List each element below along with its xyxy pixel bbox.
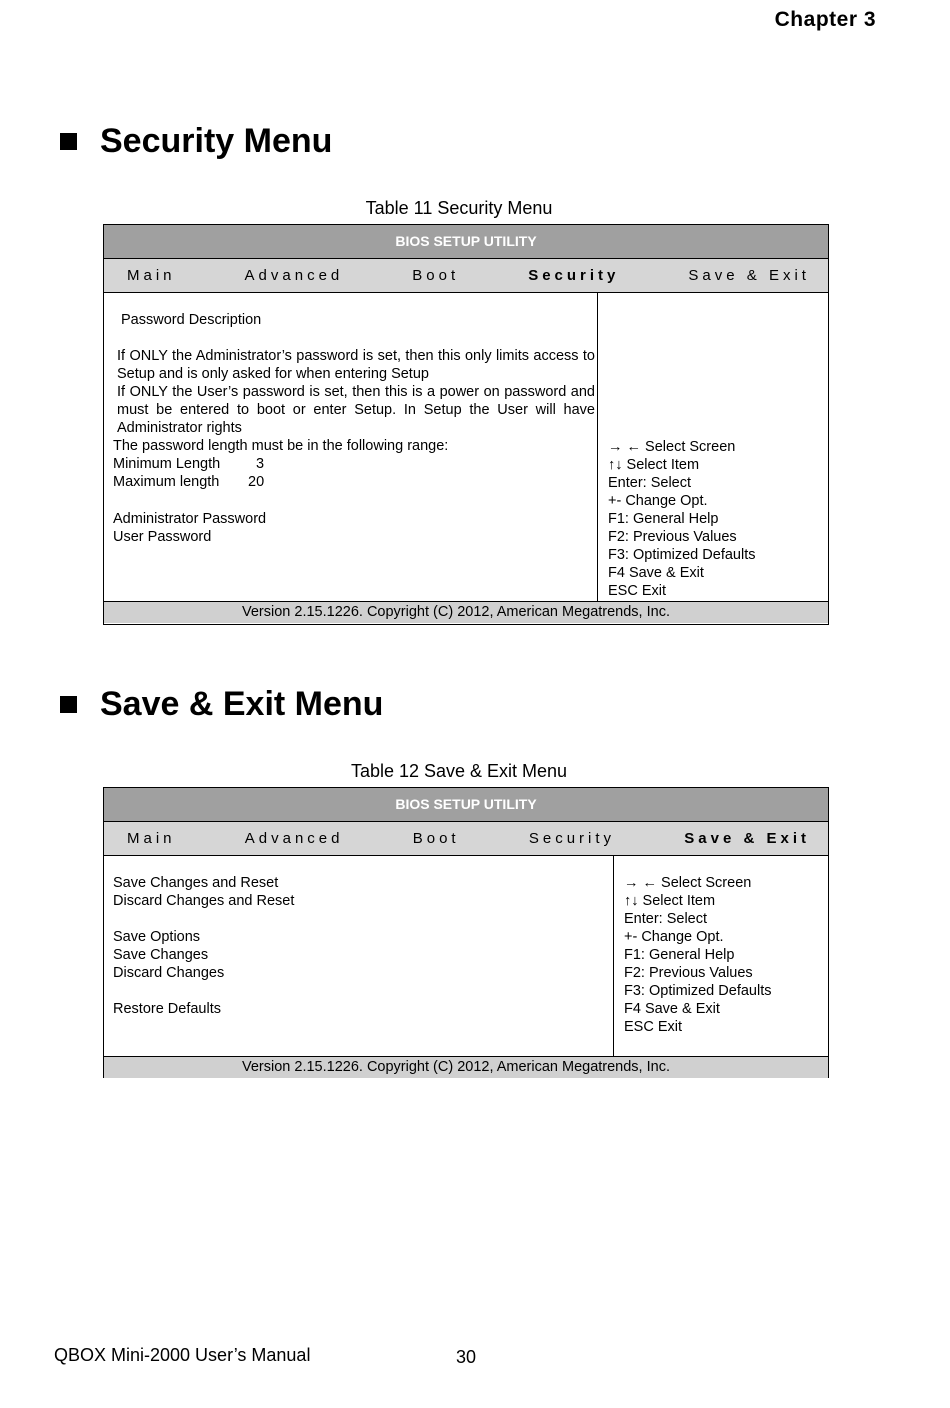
help-general-help: F1: General Help	[624, 947, 735, 963]
help-enter-select: Enter: Select	[608, 475, 692, 491]
tab-main[interactable]: Main	[127, 830, 176, 847]
security-table-caption: Table 11 Security Menu	[365, 198, 553, 218]
tab-boot[interactable]: Boot	[412, 830, 460, 847]
tab-boot[interactable]: Boot	[412, 267, 460, 284]
chapter-label: Chapter 3	[774, 8, 876, 31]
security-heading-text: Security Menu	[100, 122, 333, 160]
save-exit-menu-heading	[60, 685, 383, 724]
security-menu-heading	[60, 122, 332, 161]
bios-help-panel	[614, 856, 828, 1056]
help-general-help: F1: General Help	[608, 511, 719, 527]
help-esc-exit: ESC Exit	[624, 1019, 683, 1035]
bios-body	[104, 856, 828, 1056]
tab-advanced[interactable]: Advanced	[244, 267, 344, 284]
save-exit-table-caption: Table 12 Save & Exit Menu	[350, 761, 568, 781]
minimum-length-label: Minimum Length	[113, 456, 221, 472]
help-esc-exit: ESC Exit	[608, 583, 667, 599]
bios-tab-bar	[104, 822, 828, 856]
tab-save-exit[interactable]: Save & Exit	[684, 830, 810, 847]
tab-security[interactable]: Security	[528, 267, 620, 284]
tab-security[interactable]: Security	[528, 830, 616, 847]
save-changes-and-reset-item[interactable]: Save Changes and Reset	[113, 875, 279, 891]
tab-save-exit[interactable]: Save & Exit	[688, 267, 810, 284]
maximum-length-label: Maximum length	[113, 474, 220, 490]
user-password-item[interactable]: User Password	[113, 529, 212, 545]
manual-title: QBOX Mini-2000 User’s Manual	[54, 1345, 311, 1365]
help-optimized-defaults: F3: Optimized Defaults	[608, 547, 756, 563]
square-bullet-icon	[60, 133, 77, 150]
help-optimized-defaults: F3: Optimized Defaults	[624, 983, 772, 999]
discard-changes-item[interactable]: Discard Changes	[113, 965, 225, 981]
restore-defaults-item[interactable]: Restore Defaults	[113, 1001, 221, 1017]
key-help-list	[608, 438, 755, 600]
user-note-line: If ONLY the User’s password is set, then this is a power on password and	[117, 384, 595, 400]
bios-main-panel	[104, 856, 614, 1056]
bios-version-footer: Version 2.15.1226. Copyright (C) 2012, American Megatrends, Inc.	[104, 601, 828, 623]
save-exit-options-list	[113, 874, 294, 1018]
password-range-note: The password length must be in the following range:	[113, 438, 449, 454]
maximum-length-value: 20	[248, 474, 265, 490]
save-exit-bios-screen	[103, 787, 829, 1078]
admin-note-line: Setup and is only asked for when entering Setup	[117, 366, 429, 382]
square-bullet-icon	[60, 696, 77, 713]
help-save-exit: F4 Save & Exit	[608, 565, 704, 581]
user-note-line: Administrator rights	[117, 420, 242, 436]
minimum-length-value: 3	[256, 456, 265, 472]
bios-body	[104, 293, 828, 601]
administrator-password-item[interactable]: Administrator Password	[113, 511, 267, 527]
help-select-item: ↑↓ Select Item	[608, 457, 700, 473]
help-previous-values: F2: Previous Values	[624, 965, 753, 981]
tab-main[interactable]: Main	[127, 267, 176, 284]
help-select-screen: → ← Select Screen	[608, 439, 736, 455]
save-exit-heading-text: Save & Exit Menu	[100, 685, 384, 723]
admin-note-line: If ONLY the Administrator’s password is set, then this only limits access to	[117, 348, 595, 364]
bios-help-panel	[598, 293, 828, 601]
key-help-list	[624, 874, 771, 1036]
security-bios-screen	[103, 224, 829, 625]
save-changes-item[interactable]: Save Changes	[113, 947, 209, 963]
bios-main-panel	[104, 293, 598, 601]
bios-title-bar: BIOS SETUP UTILITY	[104, 788, 828, 822]
help-change-opt: +- Change Opt.	[624, 929, 724, 945]
tab-advanced[interactable]: Advanced	[244, 830, 344, 847]
spacer	[113, 982, 294, 1000]
help-select-screen: → ← Select Screen	[624, 875, 752, 891]
help-save-exit: F4 Save & Exit	[624, 1001, 720, 1017]
spacer	[113, 910, 294, 928]
bios-title-bar: BIOS SETUP UTILITY	[104, 225, 828, 259]
help-change-opt: +- Change Opt.	[608, 493, 708, 509]
help-select-item: ↑↓ Select Item	[624, 893, 716, 909]
password-description-heading: Password Description	[121, 312, 262, 328]
save-options-heading: Save Options	[113, 929, 201, 945]
user-note-line: must be entered to boot or enter Setup. In Setup the User will have	[117, 402, 595, 418]
page-number: 30	[456, 1347, 477, 1367]
bios-tab-bar	[104, 259, 828, 293]
bios-version-footer: Version 2.15.1226. Copyright (C) 2012, American Megatrends, Inc.	[104, 1056, 828, 1078]
help-previous-values: F2: Previous Values	[608, 529, 737, 545]
help-enter-select: Enter: Select	[624, 911, 708, 927]
discard-changes-and-reset-item[interactable]: Discard Changes and Reset	[113, 893, 295, 909]
